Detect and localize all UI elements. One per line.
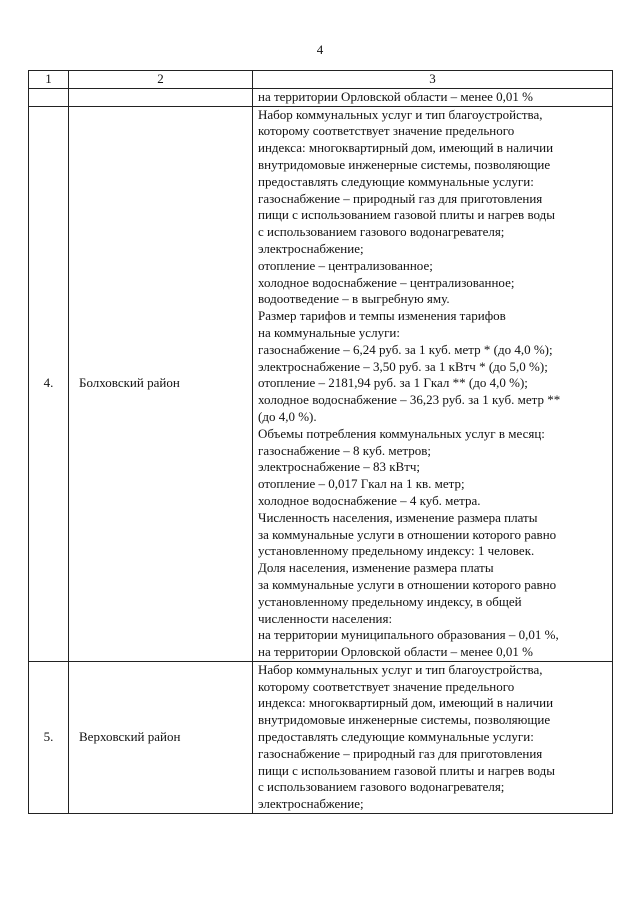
description-line: пищи с использованием газовой плиты и нагрев воды xyxy=(258,762,555,778)
description-line: холодное водоснабжение – 36,23 руб. за 1 куб. метр ** xyxy=(258,392,561,408)
description-line: газоснабжение – природный газ для приготовления xyxy=(258,745,543,761)
column-header-1: 1 xyxy=(29,71,69,89)
description-line: холодное водоснабжение – централизованное; xyxy=(258,274,515,290)
row-number xyxy=(29,88,69,106)
description-line: Набор коммунальных услуг и тип благоустройства, xyxy=(258,106,543,122)
description-line: на коммунальные услуги: xyxy=(258,324,400,340)
description-line: газоснабжение – 6,24 руб. за 1 куб. метр * (до 4,0 %); xyxy=(258,341,553,357)
column-header-2: 2 xyxy=(69,71,253,89)
description-line: за коммунальные услуги в отношении которого равно xyxy=(258,576,557,592)
description-line: на территории Орловской области – менее 0,01 % xyxy=(258,644,533,660)
table-row xyxy=(29,661,613,813)
description-line: которому соответствует значение предельного xyxy=(258,678,515,694)
description-line: электроснабжение – 3,50 руб. за 1 кВтч * (до 5,0 %); xyxy=(258,358,548,374)
district-name: Верховский район xyxy=(69,661,253,813)
description-line: внутридомовые инженерные системы, позволяющие xyxy=(258,712,551,728)
description-line: электроснабжение; xyxy=(258,240,364,256)
description-line: численности населения: xyxy=(258,610,393,626)
services-description xyxy=(253,106,613,661)
district-name: Болховский район xyxy=(69,106,253,661)
description-line: с использованием газового водонагревателя; xyxy=(258,224,505,240)
description-line: газоснабжение – 8 куб. метров; xyxy=(258,442,431,458)
tariff-table xyxy=(28,70,613,814)
description-line: за коммунальные услуги в отношении которого равно xyxy=(258,526,557,542)
description-line: отопление – централизованное; xyxy=(258,257,433,273)
description-line: холодное водоснабжение – 4 куб. метра. xyxy=(258,492,481,508)
description-line: электроснабжение; xyxy=(258,796,364,812)
description-line: которому соответствует значение предельного xyxy=(258,123,515,139)
district-name xyxy=(69,88,253,106)
description-line: газоснабжение – природный газ для приготовления xyxy=(258,190,543,206)
row-number: 4. xyxy=(29,106,69,661)
description-line: на территории муниципального образования – 0,01 %, xyxy=(258,627,559,643)
description-line: Объемы потребления коммунальных услуг в месяц: xyxy=(258,425,545,441)
table-row xyxy=(29,88,613,106)
description-line: Размер тарифов и темпы изменения тарифов xyxy=(258,308,506,324)
description-line: установленному предельному индексу: 1 человек. xyxy=(258,543,535,559)
table-header-row xyxy=(29,71,613,89)
description-line: (до 4,0 %). xyxy=(258,408,317,424)
table-row xyxy=(29,106,613,661)
description-line: отопление – 2181,94 руб. за 1 Гкал ** (до 4,0 %); xyxy=(258,375,528,391)
description-line: на территории Орловской области – менее 0,01 % xyxy=(258,88,533,104)
description-line: индекса: многоквартирный дом, имеющий в наличии xyxy=(258,695,554,711)
column-header-3: 3 xyxy=(253,71,613,89)
description-line: предоставлять следующие коммунальные услуги: xyxy=(258,173,534,189)
description-line: с использованием газового водонагревателя; xyxy=(258,779,505,795)
services-description xyxy=(253,88,613,106)
description-line: индекса: многоквартирный дом, имеющий в наличии xyxy=(258,140,554,156)
row-number: 5. xyxy=(29,661,69,813)
services-description xyxy=(253,661,613,813)
description-line: Доля населения, изменение размера платы xyxy=(258,560,494,576)
table-body xyxy=(29,88,613,813)
description-line: водоотведение – в выгребную яму. xyxy=(258,291,450,307)
description-line: пищи с использованием газовой плиты и нагрев воды xyxy=(258,207,555,223)
description-line: электроснабжение – 83 кВтч; xyxy=(258,459,421,475)
description-line: установленному предельному индексу, в общей xyxy=(258,593,522,609)
description-line: Численность населения, изменение размера платы xyxy=(258,509,538,525)
description-line: Набор коммунальных услуг и тип благоустройства, xyxy=(258,661,543,677)
description-line: отопление – 0,017 Гкал на 1 кв. метр; xyxy=(258,476,465,492)
description-line: предоставлять следующие коммунальные услуги: xyxy=(258,729,534,745)
description-line: внутридомовые инженерные системы, позволяющие xyxy=(258,156,551,172)
page-number: 4 xyxy=(316,42,324,57)
